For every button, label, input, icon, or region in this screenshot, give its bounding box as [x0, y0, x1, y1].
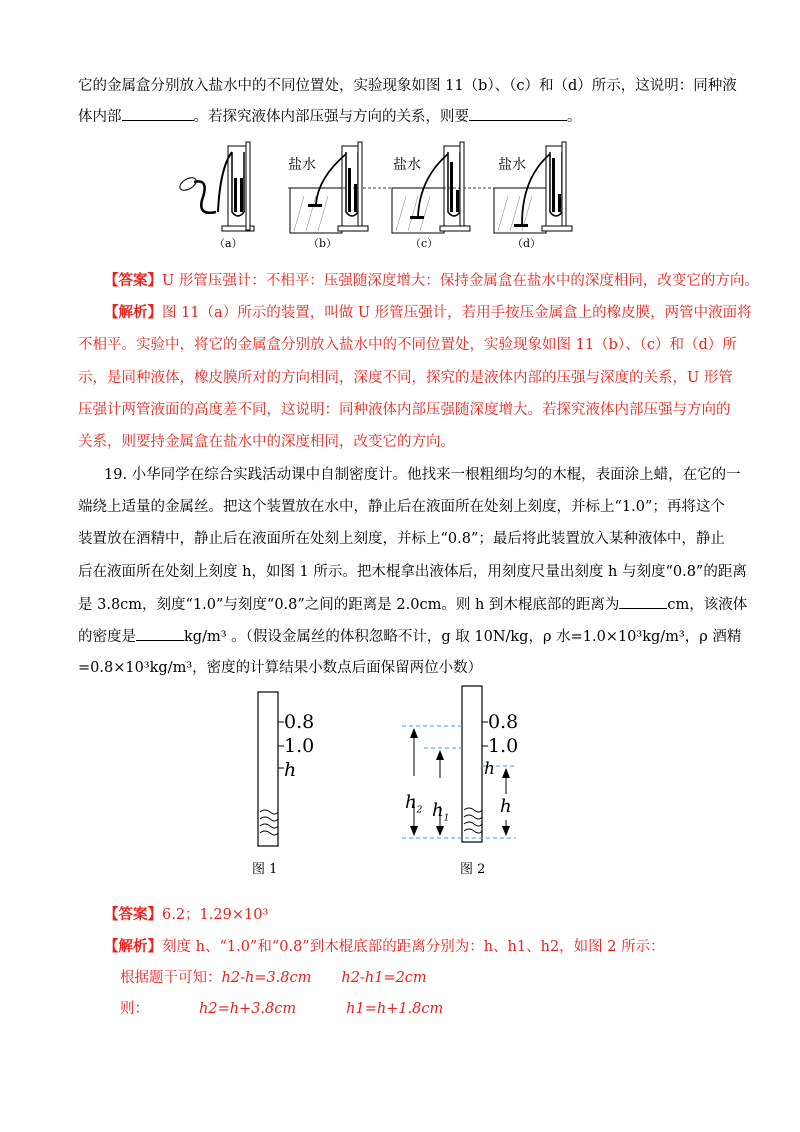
q19-blank-2[interactable] [136, 626, 184, 641]
q19-then-eq1: h2=h+3.8cm [199, 1001, 297, 1017]
q18-analysis-tag: 【解析】 [104, 304, 162, 321]
fig-label-b: （b） [308, 237, 338, 250]
fig1-mark-10: 1.0 [284, 735, 315, 757]
q18-analysis-line4: 压强计两管液面的高度差不同，这说明：同种液体内部压强随深度增大。若探究液体内部压强与方向的 [78, 402, 731, 418]
figure-1-hydrometer [250, 688, 330, 850]
fig2-mark-08: 0.8 [488, 711, 519, 733]
fig2-label-h1: $h_1$ [432, 800, 450, 824]
salt-water-label-b: 盐水 [288, 157, 316, 173]
q19-line2: 端绕上适量的金属丝。把这个装置放在水中，静止后在液面所在处刻上刻度，并标上“1.0”；再将这个 [78, 499, 725, 515]
q18-line1: 它的金属盒分别放入盐水中的不同位置处，实验现象如图 11（b）、（c）和（d）所示，这说明：同种液 [78, 78, 737, 94]
figure-2-hydrometer-heights [400, 682, 530, 850]
q19-line5-b: cm，该液体 [667, 597, 748, 613]
q18-line2-b: 。若探究液体内部压强与方向的关系，则要 [193, 109, 469, 125]
q19-answer-text: 6.2；1.29×10³ [162, 907, 269, 923]
fig1-mark-08: 0.8 [284, 711, 315, 733]
fig2-label-h: h [500, 796, 512, 817]
q18-answer-text: U 形管压强计：不相平：压强随深度增大：保持金属盒在盐水中的深度相同，改变它的方向。 [162, 273, 759, 289]
q19-then-eq2: h1=h+1.8cm [346, 1001, 444, 1017]
q19-analysis-tag: 【解析】 [104, 938, 162, 955]
q19-line4: 后在液面所在处刻上刻度 h，如图 1 所示。把木棍拿出液体后，用刻度尺量出刻度 h 与刻度“0.8”的距离 [78, 564, 747, 580]
q19-line3: 装置放在酒精中，静止后在液面所在处刻上刻度，并标上“0.8”；最后将此装置放入某种液体中，静止 [78, 531, 725, 547]
fig2-mark-10: 1.0 [488, 735, 519, 757]
q19-line5 [78, 594, 747, 615]
q18-answer [104, 271, 759, 291]
q19-line6 [78, 626, 741, 647]
q19-line5-a: 是 3.8cm，刻度“1.0”与刻度“0.8”之间的距离是 2.0cm。则 h 到木棍底部的距离为 [78, 597, 620, 613]
q18-blank-2[interactable] [469, 106, 567, 121]
q18-blank-1[interactable] [122, 106, 194, 121]
fig2-caption: 图 2 [460, 862, 486, 877]
fig1-mark-h: h [284, 759, 297, 781]
q19-line1: 19. 小华同学在综合实践活动课中自制密度计。他找来一根粗细均匀的木棍，表面涂上蜡，在它的一 [104, 467, 741, 483]
q19-blank-1[interactable] [619, 594, 667, 609]
q18-analysis-line5: 关系，则要持金属盒在盐水中的深度相同，改变它的方向。 [78, 434, 455, 450]
q18-analysis-line2: 不相平。实验中，将它的金属盒分别放入盐水中的不同位置处，实验现象如图 11（b）、（c）和（d）所 [78, 337, 737, 353]
q19-given-line [120, 968, 427, 988]
q18-line2-c: 。 [567, 109, 582, 125]
q19-given-eq2: h2-h1=2cm [341, 970, 427, 986]
q18-analysis-text-1: 图 11（a）所示的装置，叫做 U 形管压强计，若用手按压金属盒上的橡皮膜，两管中液面将 [162, 305, 752, 321]
q19-line6-b: kg/m³ 。（假设金属丝的体积忽略不计，g 取 10N/kg，ρ 水=1.0×10³kg/m³，ρ 酒精 [184, 629, 742, 645]
fig2-mark-h: h [484, 759, 495, 779]
figure-11-pressure-gauges [170, 138, 590, 250]
fig-label-d: （d） [512, 237, 542, 250]
q19-answer-tag: 【答案】 [104, 906, 162, 923]
q19-analysis-text: 刻度 h、“1.0”和“0.8”到木棍底部的距离分别为：h、h1、h2，如图 2 所示： [162, 939, 665, 955]
q18-line2-a: 体内部 [78, 109, 122, 125]
q19-answer [104, 905, 268, 925]
q19-given-eq1: h2-h=3.8cm [221, 970, 312, 986]
fig2-label-h2: $h_2$ [405, 792, 423, 816]
fig-label-c: （c） [410, 237, 439, 250]
q18-analysis-line1 [104, 303, 752, 323]
q19-given-label: 根据题干可知： [120, 970, 222, 986]
q19-then-line [120, 999, 443, 1019]
q19-line6-a: 的密度是 [78, 629, 136, 645]
fig-label-a: （a） [214, 237, 243, 250]
q19-analysis-line1 [104, 937, 665, 957]
salt-water-label-c: 盐水 [393, 157, 421, 173]
fig1-caption: 图 1 [252, 862, 278, 877]
q19-then-label: 则： [120, 1001, 149, 1017]
q18-answer-tag: 【答案】 [104, 272, 162, 289]
salt-water-label-d: 盐水 [498, 157, 526, 173]
q19-line7: =0.8×10³kg/m³，密度的计算结果小数点后面保留两位小数） [78, 660, 483, 676]
q18-analysis-line3: 示，是同种液体，橡皮膜所对的方向相同，深度不同，探究的是液体内部的压强与深度的关系，U 形管 [78, 370, 733, 386]
q18-line2 [78, 106, 582, 127]
gauge-a [178, 142, 254, 231]
